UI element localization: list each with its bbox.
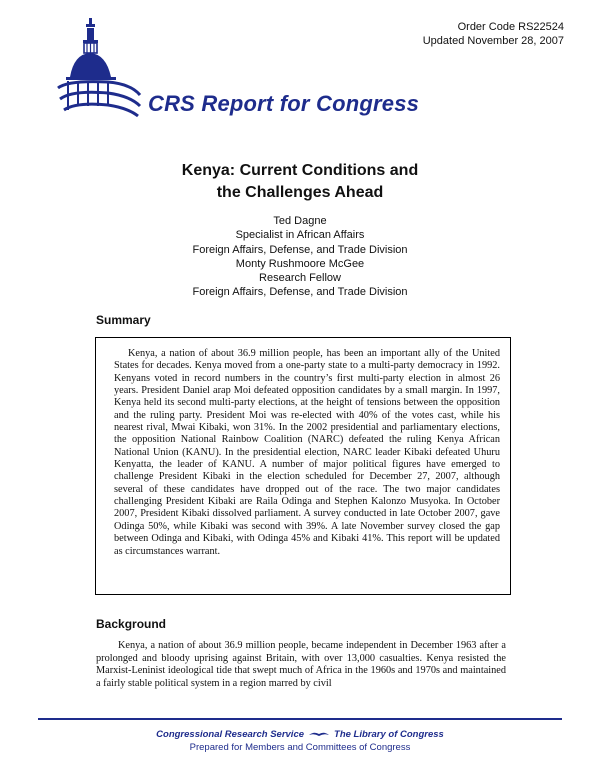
title-line-1: Kenya: Current Conditions and	[181, 162, 419, 179]
background-text: Kenya, a nation of about 36.9 million people, became independent in December 1963 after a prolonged and bloody uprising against Britain, with over 13,000 casualties. Kenya resisted the Marxist-Leninist ideological tide that swept much of Africa in the 1960s and 1970s and maintained a fairly stable political system in a region marred by civil	[96, 640, 506, 689]
background-heading: Background	[96, 617, 167, 631]
author-division: Foreign Affairs, Defense, and Trade Division	[192, 286, 408, 299]
title-line-2: the Challenges Ahead	[216, 184, 384, 201]
footer-publisher-line	[0, 729, 600, 740]
footer-prepared-for: Prepared for Members and Committees of Congress	[189, 742, 411, 753]
summary-heading: Summary	[96, 313, 151, 327]
author-name: Monty Rushmoore McGee	[235, 257, 365, 270]
updated-date: Updated November 28, 2007	[422, 35, 564, 47]
order-code-block	[423, 20, 564, 48]
author-division: Foreign Affairs, Defense, and Trade Division	[192, 243, 408, 256]
footer-divider	[38, 718, 562, 720]
eagle-icon	[308, 730, 330, 738]
order-code: Order Code RS22524	[457, 21, 564, 33]
author-name: Ted Dagne	[273, 215, 327, 227]
footer-crs-name: Congressional Research Service	[156, 729, 305, 740]
summary-box	[95, 337, 511, 595]
footer-library-name: The Library of Congress	[334, 729, 444, 740]
capitol-dome-icon	[56, 14, 156, 124]
crs-report-title: CRS Report for Congress	[148, 91, 420, 116]
author-title: Specialist in African Affairs	[235, 229, 365, 242]
author-block	[0, 214, 600, 300]
document-title	[0, 160, 600, 204]
author-title: Research Fellow	[259, 272, 341, 285]
summary-text: Kenya, a nation of about 36.9 million people, has been an important ally of the United States for decades. Kenya moved from a one-party state to a multi-party democracy in 1992. Kenyans voted in record numbers in the country’s first multi-party election in almost 26 years. President Daniel arap Moi defeated opposition candidates by a small margin. In 1997, Kenya held its second multi-party elections, at the height of tensions between the opposition and the ruling party. President Moi was re-elected with 40% of the votes cast, while his nearest rival, Mwai Kibaki, won 31%. In the 2002 presidential and parliamentary elections, the opposition National Rainbow Coalition (NARC) defeated the ruling Kenya African National Union (KANU). In the presidential election, NARC leader Kibaki defeated Uhuru Kenyatta, the leader of KANU. A number of major political figures have emerged to challenge President Kibaki in the election scheduled for December 27, 2007, although several of these candidates have dropped out of the race. The two major candidates challenging President Kibaki are Raila Odinga and Stephen Kalonzo Musyoka. In October 2007, President Kibaki dissolved parliament. A survey conducted in late October 2007, gave Odinga 50%, while Kibaki was second with 39%. A late November survey closed the gap between Odinga and Kibaki, with Odinga 45% and Kibaki 41%. This report will be updated as circumstances warrant.	[114, 348, 500, 557]
